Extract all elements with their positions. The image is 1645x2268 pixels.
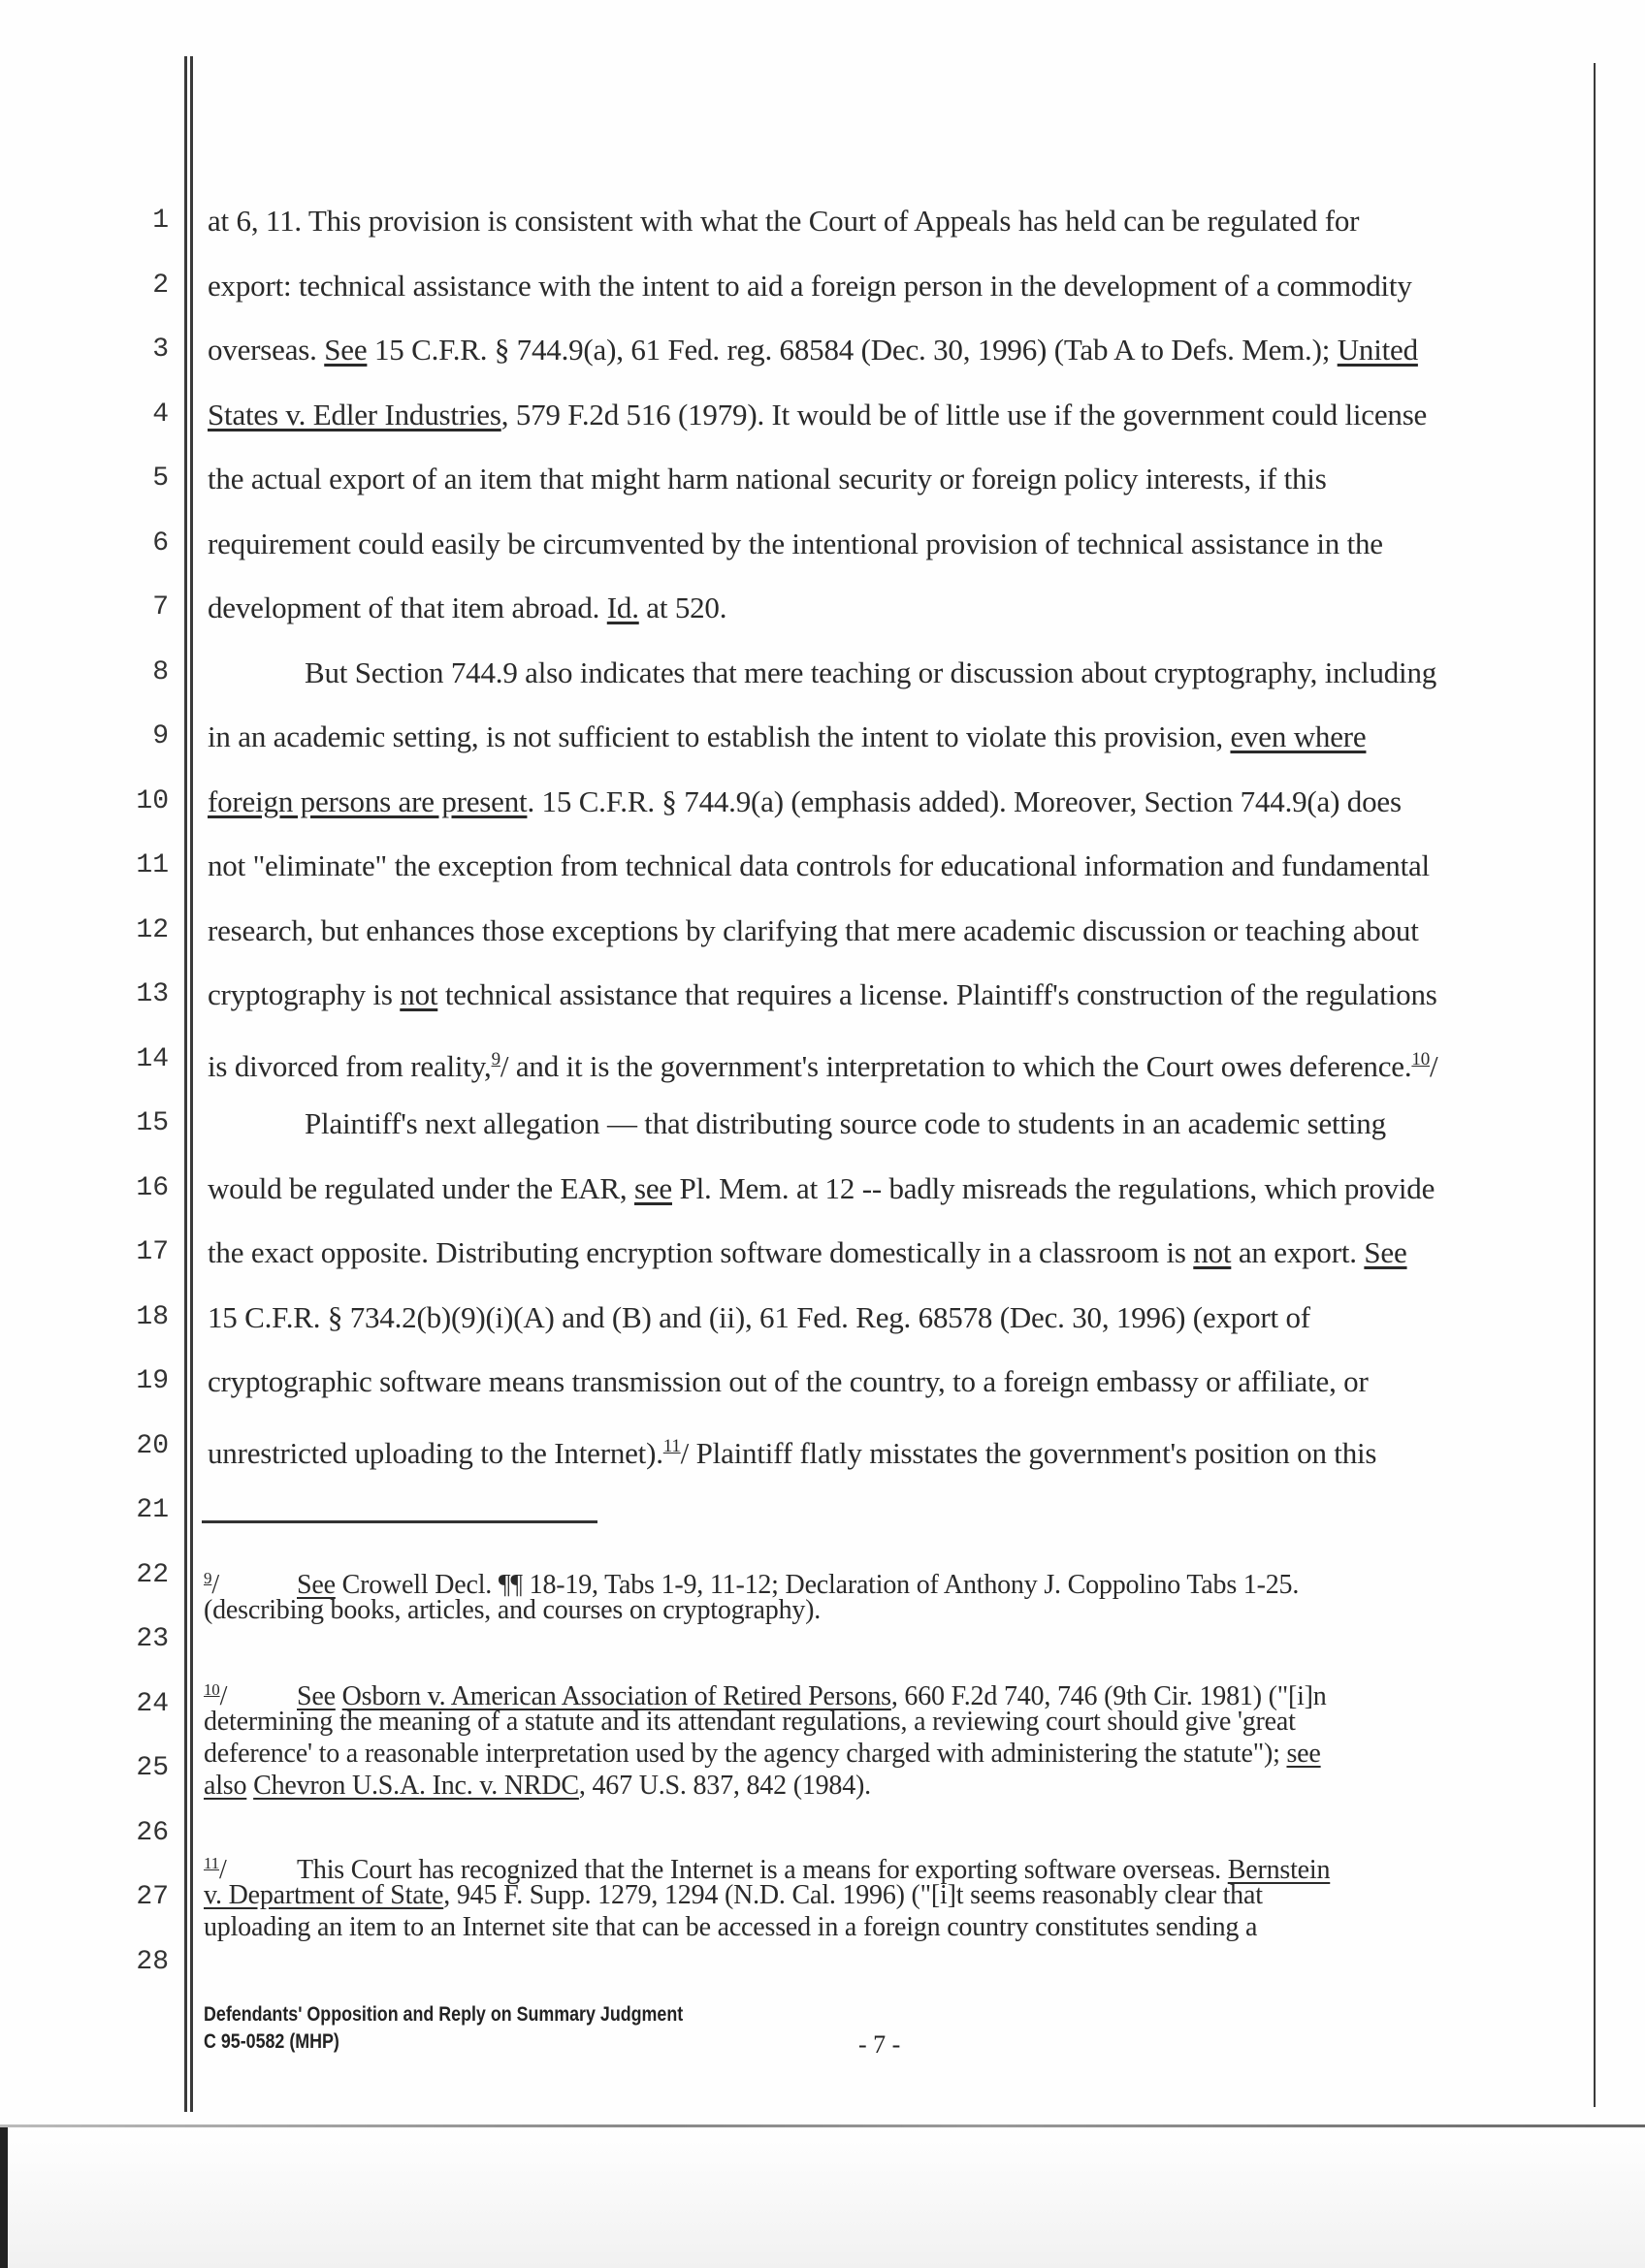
- body-line: the actual export of an item that might harm national security or foreign policy interests, if this: [208, 462, 1327, 495]
- footnote-separator: [202, 1520, 597, 1523]
- line-number: 27: [136, 1882, 169, 1912]
- body-line: unrestricted uploading to the Internet).$^{11}$/ Plaintiff flatly misstates the government's position on this: [208, 1436, 1377, 1470]
- line-number: 6: [152, 528, 169, 559]
- body-line: in an academic setting, is not sufficient to establish the intent to violate this provision, even where: [208, 719, 1367, 753]
- case-name: Bernstein: [1227, 1855, 1331, 1885]
- footer-case-number: C 95-0582 (MHP): [204, 2030, 339, 2053]
- footer-document-title: Defendants' Opposition and Reply on Summary Judgment: [204, 2003, 684, 2026]
- line-number: 26: [136, 1818, 169, 1848]
- footnote-line: uploading an item to an Internet site that can be accessed in a foreign country constitutes sending a: [204, 1912, 1258, 1942]
- paragraph-start: But Section 744.9 also indicates that mere teaching or discussion about cryptography, including: [305, 655, 1437, 689]
- footnote-marker: $^{11}$/: [204, 1854, 227, 1885]
- body-line: at 6, 11. This provision is consistent with what the Court of Appeals has held can be regulated for: [208, 204, 1360, 238]
- citation-signal: See: [1364, 1235, 1407, 1269]
- citation-signal: See: [324, 333, 368, 367]
- line-number: 28: [136, 1947, 169, 1977]
- citation-signal: See: [297, 1570, 336, 1600]
- case-name: United: [1337, 333, 1418, 367]
- body-line: not "eliminate" the exception from technical data controls for educational information and fundamental: [208, 848, 1430, 882]
- citation-signal: Id.: [606, 591, 639, 624]
- body-line: 15 C.F.R. § 734.2(b)(9)(i)(A) and (B) and (ii), 61 Fed. Reg. 68578 (Dec. 30, 1996) (export of: [208, 1300, 1310, 1334]
- body-line: overseas. See 15 C.F.R. § 744.9(a), 61 Fed. reg. 68584 (Dec. 30, 1996) (Tab A to Defs. Mem.); United: [208, 333, 1418, 367]
- emphasis: even where: [1230, 719, 1367, 753]
- line-number: 15: [136, 1108, 169, 1138]
- case-name: States v. Edler Industries: [208, 398, 501, 431]
- line-number: 16: [136, 1173, 169, 1203]
- body-line: research, but enhances those exceptions by clarifying that mere academic discussion or teaching about: [208, 913, 1419, 947]
- line-number: 25: [136, 1753, 169, 1783]
- footnote-marker: $^9$/: [204, 1569, 219, 1600]
- line-number: 10: [136, 786, 169, 816]
- footnote-line: (describing books, articles, and courses on cryptography).: [204, 1595, 822, 1625]
- line-number: 23: [136, 1624, 169, 1654]
- line-number: 13: [136, 979, 169, 1009]
- body-line: cryptography is not technical assistance that requires a license. Plaintiff's construction of the regulations: [208, 977, 1437, 1011]
- case-name: Chevron U.S.A. Inc. v. NRDC: [253, 1771, 579, 1801]
- line-number: 19: [136, 1366, 169, 1396]
- line-number: 11: [136, 850, 169, 880]
- line-number: 17: [136, 1237, 169, 1267]
- footnote-line: v. Department of State, 945 F. Supp. 1279, 1294 (N.D. Cal. 1996) ("[i]t seems reasonably clear that: [204, 1880, 1263, 1910]
- citation-signal: see: [634, 1171, 672, 1205]
- line-number: 2: [152, 271, 169, 301]
- line-number: 3: [152, 335, 169, 365]
- body-line: is divorced from reality,$^9$/ and it is the government's interpretation to which the Court owes deference.$^{10}$/: [208, 1049, 1438, 1083]
- citation-signal: see: [1286, 1739, 1321, 1769]
- line-number: 1: [152, 206, 169, 236]
- paragraph-start: Plaintiff's next allegation — that distributing source code to students in an academic setting: [305, 1106, 1386, 1140]
- line-number: 9: [152, 721, 169, 751]
- footnote-11: $^{11}$/ This Court has recognized that the Internet is a means for exporting software overseas. Bernstein: [204, 1848, 1591, 1886]
- footnote-line: deference' to a reasonable interpretation used by the agency charged with administering the statute"); see: [204, 1739, 1321, 1769]
- footnote-reference[interactable]: 10: [1411, 1049, 1430, 1070]
- line-number: 20: [136, 1431, 169, 1461]
- page-number: - 7 -: [858, 2030, 901, 2059]
- right-margin-rule: [1594, 63, 1596, 2107]
- citation-signal: also: [204, 1771, 247, 1801]
- body-line: cryptographic software means transmission out of the country, to a foreign embassy or affiliate, or: [208, 1364, 1369, 1398]
- footnote-line: also Chevron U.S.A. Inc. v. NRDC, 467 U.S. 837, 842 (1984).: [204, 1771, 871, 1801]
- emphasis: not: [1193, 1235, 1232, 1269]
- body-line: development of that item abroad. Id. at 520.: [208, 591, 727, 624]
- line-number: 22: [136, 1560, 169, 1590]
- footnote-9: $^9$/ See Crowell Decl. ¶¶ 18-19, Tabs 1-9, 11-12; Declaration of Anthony J. Coppolino Tabs 1-25.: [204, 1563, 1591, 1601]
- line-number: 18: [136, 1302, 169, 1332]
- body-line: export: technical assistance with the intent to aid a foreign person in the development of a commodity: [208, 269, 1412, 303]
- line-number: 24: [136, 1689, 169, 1719]
- emphasis: not: [400, 977, 438, 1011]
- line-number: 7: [152, 592, 169, 623]
- citation-signal: See: [297, 1681, 336, 1711]
- scanner-background: [0, 2127, 1645, 2268]
- body-line: foreign persons are present. 15 C.F.R. § 744.9(a) (emphasis added). Moreover, Section 744.9(a) does: [208, 784, 1402, 818]
- line-number: 14: [136, 1044, 169, 1074]
- scanner-dark-edge: [0, 2127, 8, 2268]
- case-name: Osborn v. American Association of Retired Persons: [341, 1681, 891, 1711]
- left-margin-rule: [184, 56, 187, 2112]
- line-number: 8: [152, 657, 169, 687]
- body-line: States v. Edler Industries, 579 F.2d 516 (1979). It would be of little use if the government could license: [208, 398, 1428, 431]
- body-line: the exact opposite. Distributing encryption software domestically in a classroom is not an export. See: [208, 1235, 1407, 1269]
- footnote-10: $^{10}$/ See Osborn v. American Association of Retired Persons, 660 F.2d 740, 746 (9th Cir. 1981) ("[i]n: [204, 1675, 1591, 1712]
- body-line: requirement could easily be circumvented by the intentional provision of technical assistance in the: [208, 527, 1383, 560]
- emphasis: foreign persons are present: [208, 784, 528, 818]
- footnote-line: determining the meaning of a statute and its attendant regulations, a reviewing court should give 'great: [204, 1707, 1296, 1737]
- line-number: 5: [152, 463, 169, 494]
- body-line: would be regulated under the EAR, see Pl. Mem. at 12 -- badly misreads the regulations, which provide: [208, 1171, 1435, 1205]
- line-number: 12: [136, 915, 169, 945]
- line-number: 4: [152, 399, 169, 430]
- footnote-marker: $^{10}$/: [204, 1680, 228, 1711]
- footnote-reference[interactable]: 11: [662, 1436, 681, 1456]
- case-name: v. Department of State: [204, 1880, 444, 1910]
- footnote-reference[interactable]: 9: [491, 1049, 500, 1070]
- left-margin-rule-inner: [190, 56, 193, 2112]
- line-number: 21: [136, 1495, 169, 1525]
